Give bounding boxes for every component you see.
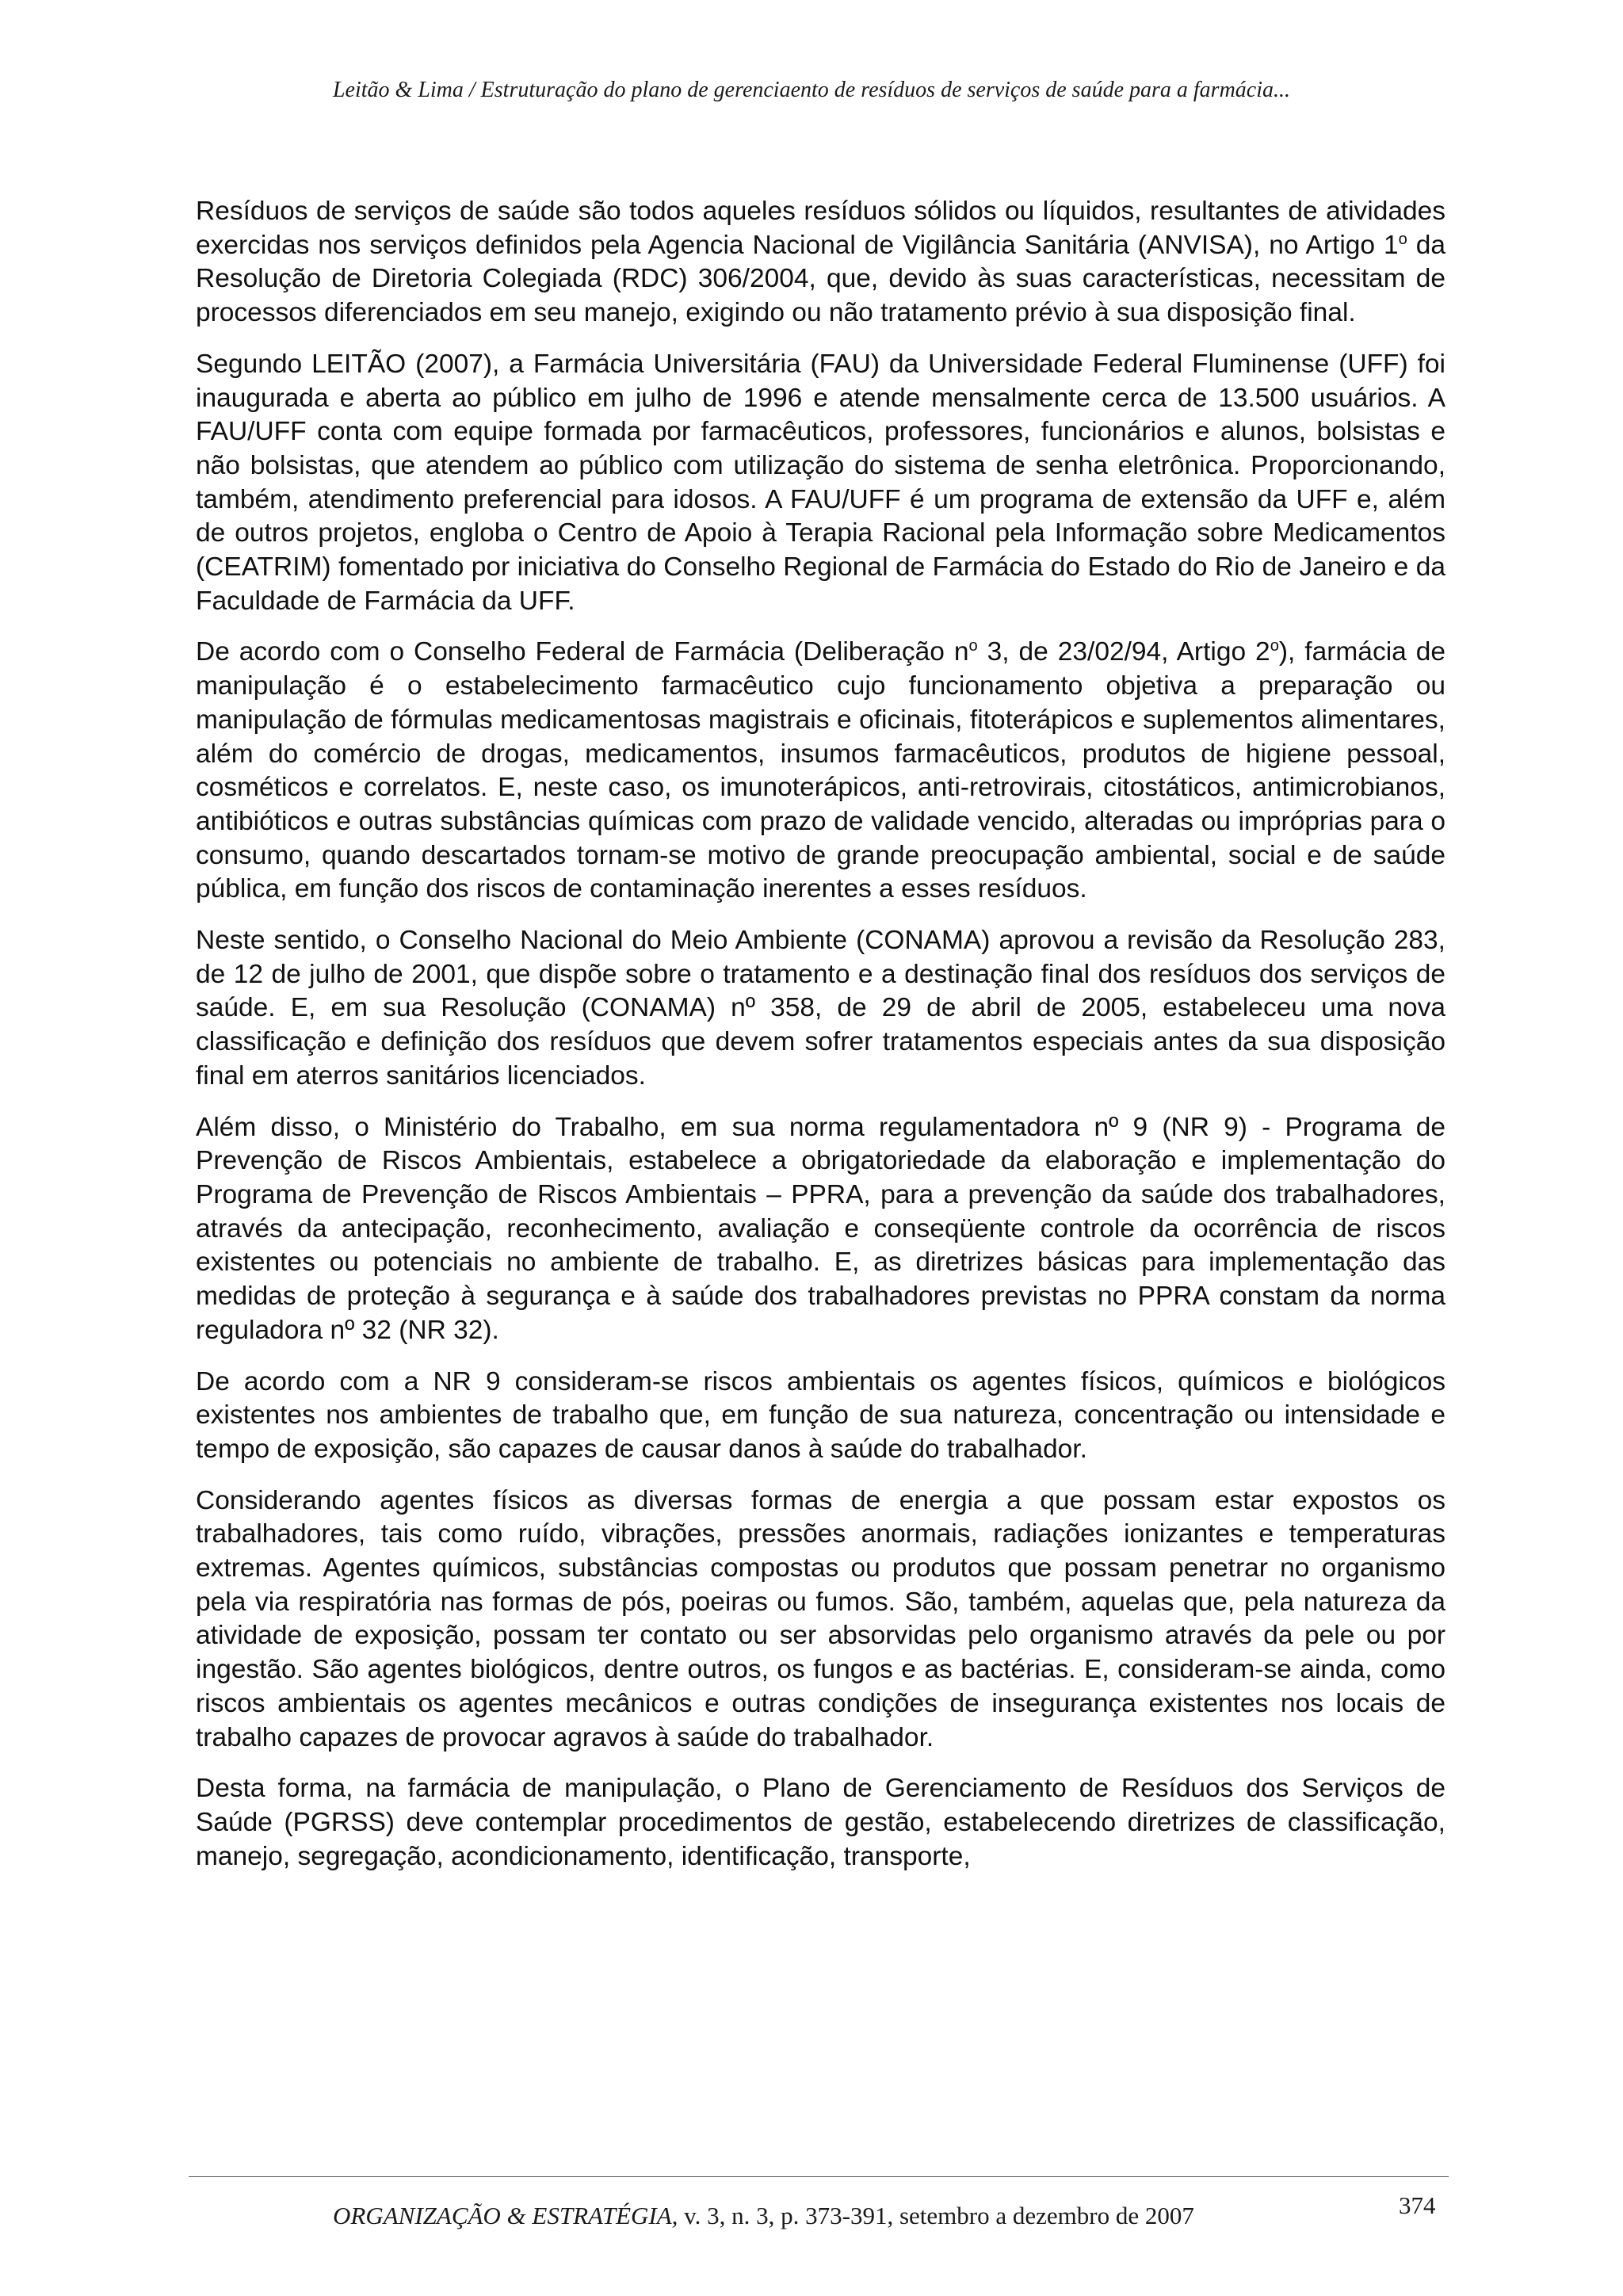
footer-divider [189, 2176, 1449, 2177]
paragraph-7: Considerando agentes físicos as diversas formas de energia a que possam estar expostos os trabalhadores, tais como ruído, vibrações, pressões anormais, radiações ionizantes e temperaturas extremas. Agentes químicos, substâncias compostas ou produtos que possam penetrar no organismo pela via respiratória nas formas de pós, poeiras ou fumos. São, também, aquelas que, pela natureza da atividade de exposição, possam ter contato ou ser absorvidas pelo organismo através da pele ou por ingestão. São agentes biológicos, dentre outros, os fungos e as bactérias. E, consideram-se ainda, como riscos ambientais os agentes mecânicos e outras condições de insegurança existentes nos locais de trabalho capazes de provocar agravos à saúde do trabalhador. [196, 1485, 1445, 1752]
footer-citation [333, 2202, 1194, 2230]
page-number: 374 [1399, 2191, 1436, 2219]
paragraph-3 [196, 636, 1445, 907]
issue-details: v. 3, n. 3, p. 373-391, setembro a dezembro de 2007 [678, 2202, 1194, 2229]
paragraph-3-text-c: ), farmácia de manipulação é o estabelecimento farmacêutico cujo funcionamento objetiva a preparação ou manipulação de fórmulas medicamentosas magistrais e oficinais, fitoterápicos e suplementos alimentares, além do comércio de drogas, medicamentos, insumos farmacêuticos, produtos de higiene pessoal, cosméticos e correlatos. E, neste caso, os imunoterápicos, anti-retrovirais, citostáticos, antimicrobianos, antibióticos e outras substâncias químicas com prazo de validade vencido, alteradas ou impróprias para o consumo, quando descartados tornam-se motivo de grande preocupação ambiental, social e de saúde pública, em função dos riscos de contaminação inerentes a esses resíduos. [196, 637, 1445, 904]
article-body [196, 195, 1445, 1891]
running-header: Leitão & Lima / Estruturação do plano de gerenciaento de resíduos de serviços de saúde para a farmácia... [332, 78, 1291, 102]
superscript-ordinal: o [1398, 230, 1407, 248]
paragraph-1 [196, 195, 1445, 330]
paragraph-2: Segundo LEITÃO (2007), a Farmácia Universitária (FAU) da Universidade Federal Fluminense (UFF) foi inaugurada e aberta ao público em julho de 1996 e atende mensalmente cerca de 13.500 usuários. A FAU/UFF conta com equipe formada por farmacêuticos, professores, funcionários e alunos, bolsistas e não bolsistas, que atendem ao público com utilização do sistema de senha eletrônica. Proporcionando, também, atendimento preferencial para idosos. A FAU/UFF é um programa de extensão da UFF e, além de outros projetos, engloba o Centro de Apoio à Terapia Racional pela Informação sobre Medicamentos (CEATRIM) fomentado por iniciativa do Conselho Regional de Farmácia do Estado do Rio de Janeiro e da Faculdade de Farmácia da UFF. [196, 349, 1445, 616]
paragraph-6: De acordo com a NR 9 consideram-se riscos ambientais os agentes físicos, químicos e biológicos existentes nos ambientes de trabalho que, em função de sua natureza, concentração ou intensidade e tempo de exposição, são capazes de causar danos à saúde do trabalhador. [196, 1366, 1445, 1464]
paragraph-5: Além disso, o Ministério do Trabalho, em sua norma regulamentadora nº 9 (NR 9) - Programa de Prevenção de Riscos Ambientais, estabelece a obrigatoriedade da elaboração e implementação do Programa de Prevenção de Riscos Ambientais – PPRA, para a prevenção da saúde dos trabalhadores, através da antecipação, reconhecimento, avaliação e conseqüente controle da ocorrência de riscos existentes ou potenciais no ambiente de trabalho. E, as diretrizes básicas para implementação das medidas de proteção à segurança e à saúde dos trabalhadores previstas no PPRA constam da norma reguladora nº 32 (NR 32). [196, 1112, 1445, 1345]
paragraph-1-text-a: Resíduos de serviços de saúde são todos aqueles resíduos sólidos ou líquidos, resultantes de atividades exercidas nos serviços definidos pela Agencia Nacional de Vigilância Sanitária (ANVISA), no Artigo 1 [196, 197, 1445, 260]
paragraph-4: Neste sentido, o Conselho Nacional do Meio Ambiente (CONAMA) aprovou a revisão da Resolução 283, de 12 de julho de 2001, que dispõe sobre o tratamento e a destinação final dos resíduos dos serviços de saúde. E, em sua Resolução (CONAMA) nº 358, de 29 de abril de 2005, estabeleceu uma nova classificação e definição dos resíduos que devem sofrer tratamentos especiais antes da sua disposição final em aterros sanitários licenciados. [196, 926, 1445, 1091]
paragraph-8: Desta forma, na farmácia de manipulação, o Plano de Gerenciamento de Resíduos dos Serviços de Saúde (PGRSS) deve contemplar procedimentos de gestão, estabelecendo diretrizes de classificação, manejo, segregação, acondicionamento, identificação, transporte, [196, 1774, 1445, 1871]
paragraph-3-text-b: 3, de 23/02/94, Artigo 2 [977, 637, 1270, 667]
journal-name: ORGANIZAÇÃO & ESTRATÉGIA, [333, 2202, 678, 2229]
paragraph-1-text-b: da Resolução de Diretoria Colegiada (RDC) 306/2004, que, devido às suas características, necessitam de processos diferenciados em seu manejo, exigindo ou não tratamento prévio à sua disposição final. [196, 230, 1445, 328]
paragraph-3-text-a: De acordo com o Conselho Federal de Farmácia (Deliberação n [196, 637, 969, 667]
superscript-ordinal: o [968, 637, 978, 655]
superscript-ordinal: o [1270, 637, 1279, 655]
